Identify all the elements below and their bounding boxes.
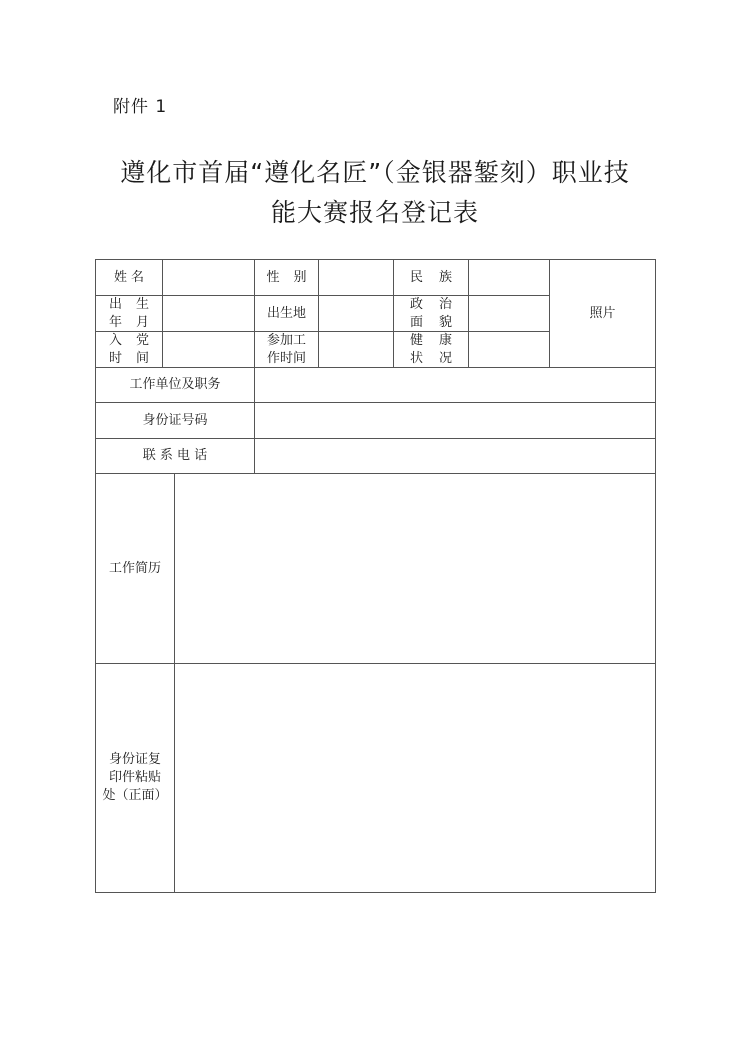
col-divider [174, 473, 175, 893]
registration-form-table [95, 259, 656, 893]
attachment-label: 附件 1 [113, 97, 168, 117]
form-title-line-1: 遵化市首届“遵化名匠”（金银器錾刻）职业技 [120, 158, 630, 187]
table-border-right [655, 259, 656, 893]
col-divider [468, 259, 469, 367]
row-divider [95, 295, 549, 296]
phone-label: 联 系 电 话 [142, 448, 208, 463]
col-divider [162, 259, 163, 367]
form-title-line-2: 能大赛报名登记表 [270, 198, 479, 227]
health-status-label: 健 康 状 况 [410, 332, 452, 366]
political-status-label: 政 治 面 貌 [410, 296, 452, 330]
work-start-date-label: 参加工 作时间 [266, 332, 306, 366]
row-divider [95, 473, 656, 474]
col-divider [318, 259, 319, 367]
table-border-bottom [95, 892, 656, 893]
employer-position-label: 工作单位及职务 [129, 377, 221, 392]
gender-label: 性 别 [266, 269, 307, 285]
work-resume-label: 工作简历 [108, 560, 161, 576]
row-divider [95, 331, 549, 332]
birth-date-label: 出 生 年 月 [109, 296, 149, 330]
ethnicity-label: 民 族 [410, 269, 452, 285]
id-copy-paste-label: 身份证复 印件粘贴 处（正面） [102, 752, 168, 803]
photo-label: 照片 [589, 305, 616, 321]
row-divider [95, 663, 656, 664]
party-join-date-label: 入 党 时 间 [109, 332, 149, 366]
id-number-label: 身份证号码 [142, 412, 208, 428]
name-label: 姓 名 [114, 269, 144, 285]
birthplace-label: 出生地 [266, 305, 306, 321]
